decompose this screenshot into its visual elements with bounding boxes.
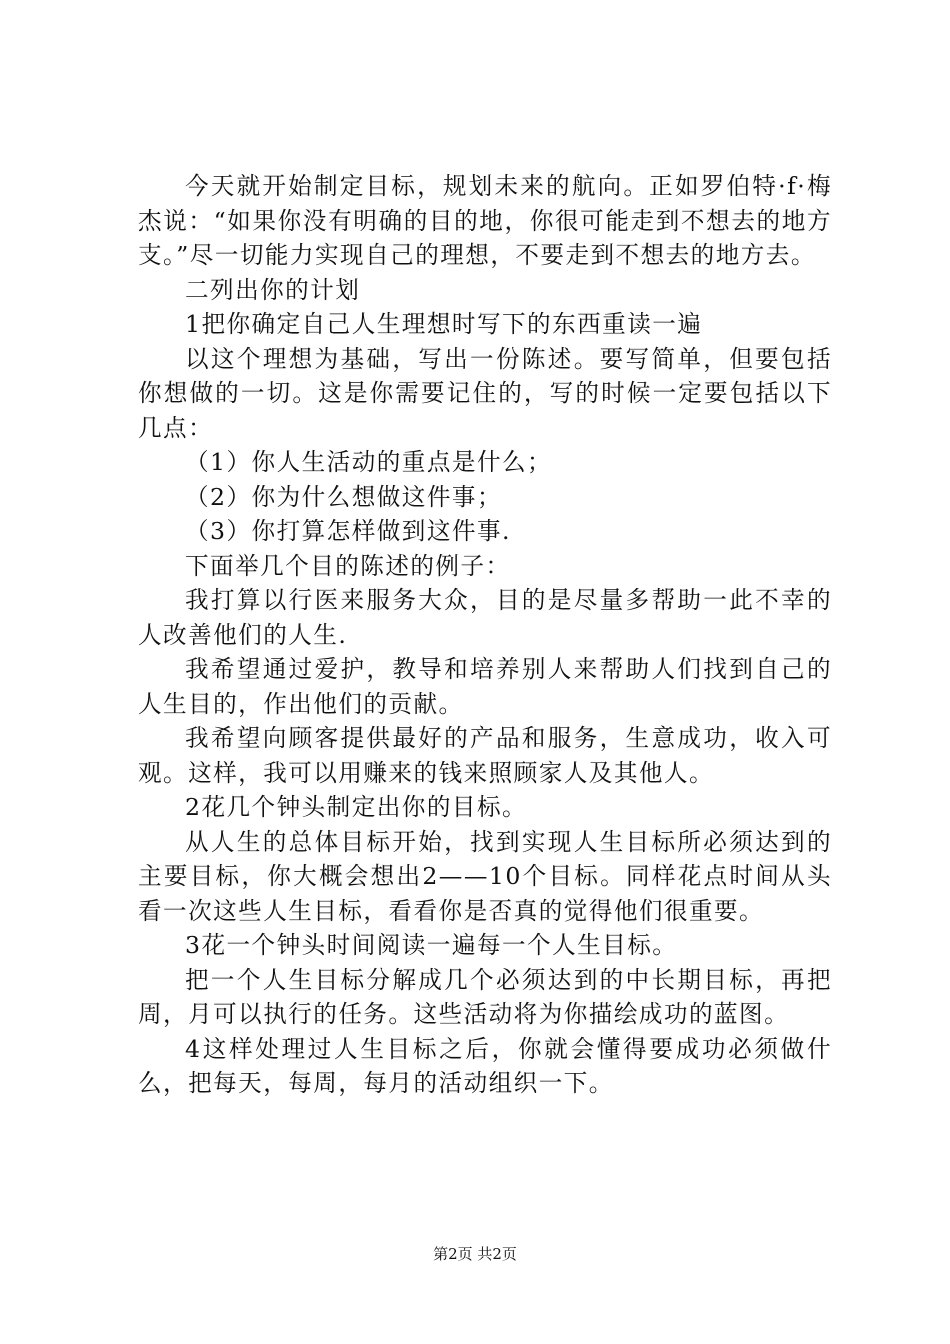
step-heading: 2花几个钟头制定出你的目标。 xyxy=(185,793,528,821)
document-body xyxy=(138,169,832,1101)
example-paragraph: 我希望向顾客提供最好的产品和服务，生意成功，收入可观。这样，我可以用赚来的钱来照顾家人及其他人。 xyxy=(138,724,832,787)
list-item: （3）你打算怎样做到这件事. xyxy=(185,517,511,545)
paragraph: 下面举几个目的陈述的例子： xyxy=(185,551,511,580)
section-heading: 二列出你的计划 xyxy=(185,275,361,304)
list-item: （1）你人生活动的重点是什么； xyxy=(185,448,553,476)
paragraph: 从人生的总体目标开始，找到实现人生目标所必须达到的主要目标，你大概会想出2——10个目标。同样花点时间从头看一次这些人生目标，看看你是否真的觉得他们很重要。 xyxy=(138,827,832,925)
paragraph: 把一个人生目标分解成几个必须达到的中长期目标，再把周，月可以执行的任务。这些活动将为你描绘成功的蓝图。 xyxy=(138,965,832,1028)
paragraph: 今天就开始制定目标，规划未来的航向。正如罗伯特·f·梅杰说：“如果你没有明确的目的地，你很可能走到不想去的地方支。”尽一切能力实现自己的理想，不要走到不想去的地方去。 xyxy=(138,172,832,269)
paragraph: 以这个理想为基础，写出一份陈述。要写简单，但要包括你想做的一切。这是你需要记住的，写的时候一定要包括以下几点： xyxy=(138,344,832,442)
example-paragraph: 我希望通过爱护，教导和培养别人来帮助人们找到自己的人生目的，作出他们的贡献。 xyxy=(138,655,832,718)
page-footer: 第2页 共2页 xyxy=(433,1245,517,1263)
list-item: （2）你为什么想做这件事； xyxy=(185,482,502,511)
paragraph: 4这样处理过人生目标之后，你就会懂得要成功必须做什么，把每天，每周，每月的活动组织一下。 xyxy=(138,1034,832,1097)
example-paragraph: 我打算以行医来服务大众，目的是尽量多帮助一此不幸的人改善他们的人生. xyxy=(138,586,832,649)
step-heading: 1把你确定自己人生理想时写下的东西重读一遍 xyxy=(185,310,703,338)
step-heading: 3花一个钟头时间阅读一遍每一个人生目标。 xyxy=(185,931,678,959)
